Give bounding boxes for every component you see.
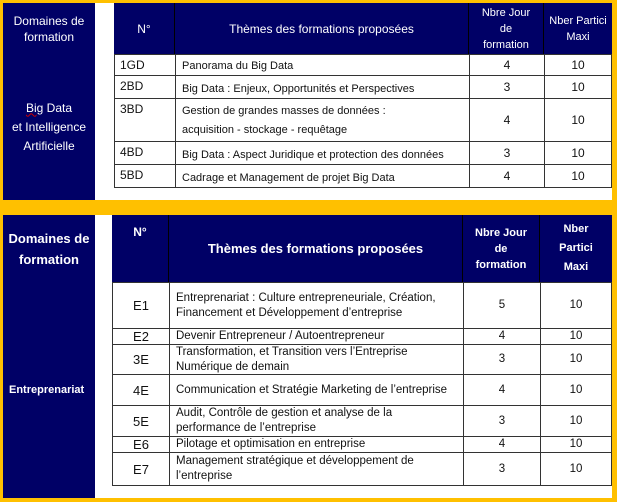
row-days: 4	[463, 436, 541, 453]
row-days: 5	[463, 282, 541, 329]
row-code: 5E	[112, 405, 170, 437]
row-theme-line: acquisition - stockage - requêtage	[182, 123, 348, 136]
row-days: 4	[469, 54, 545, 76]
row-days: 3	[463, 405, 541, 437]
row-theme: Devenir Entrepreneur / Autoentrepreneur	[169, 328, 464, 345]
row-max: 10	[544, 54, 612, 76]
header-days	[463, 215, 540, 282]
row-max: 10	[540, 328, 612, 345]
table-entreprenariat	[3, 215, 612, 498]
header-participants-label: Nber Partici Maxi	[549, 14, 607, 43]
row-code: 1GD	[114, 54, 176, 76]
row-theme: Cadrage et Management de projet Big Data	[175, 164, 470, 188]
spacer-column	[95, 3, 114, 200]
row-days: 3	[469, 75, 545, 99]
header-domain-label: Domaines de formation	[8, 230, 90, 267]
domain-cell	[3, 54, 95, 200]
table-row	[114, 164, 612, 188]
header-participants	[540, 215, 612, 282]
row-code: E6	[112, 436, 170, 453]
row-max: 10	[540, 452, 612, 486]
row-days: 3	[463, 344, 541, 375]
table-row	[112, 452, 612, 486]
table-row	[114, 75, 612, 99]
row-theme: Big Data : Enjeux, Opportunités et Perspectives	[175, 75, 470, 99]
header-themes	[175, 3, 469, 54]
row-code: 2BD	[114, 75, 176, 99]
row-theme: Management stratégique et développement de l’entreprise	[169, 452, 464, 486]
domain-line-2: et Intelligence	[11, 119, 87, 134]
row-code: E7	[112, 452, 170, 486]
header-domain	[3, 215, 95, 282]
header-days-label: Nbre Jour de formation	[481, 6, 531, 51]
row-max: 10	[540, 344, 612, 375]
row-code: E1	[112, 282, 170, 329]
table-row	[112, 328, 612, 345]
header-number-label: N°	[137, 21, 151, 36]
domain-line-1: Big Data	[25, 100, 73, 115]
row-max: 10	[544, 98, 612, 142]
row-code: 3E	[112, 344, 170, 375]
table-row	[114, 54, 612, 76]
row-days: 3	[469, 141, 545, 165]
header-participants	[544, 3, 612, 54]
table-row	[112, 282, 612, 329]
row-days: 4	[469, 98, 545, 142]
row-theme	[175, 98, 470, 142]
table-row	[112, 374, 612, 406]
header-days-label: Nbre Jour de formation	[475, 226, 527, 271]
row-theme: Communication et Stratégie Marketing de l’entreprise	[169, 374, 464, 406]
row-max: 10	[544, 141, 612, 165]
row-days: 3	[463, 452, 541, 486]
row-max: 10	[540, 405, 612, 437]
row-max: 10	[540, 374, 612, 406]
header-domain	[3, 3, 95, 54]
header-themes-label: Thèmes des formations proposées	[207, 240, 424, 256]
table-row	[114, 98, 612, 142]
table-row	[112, 436, 612, 453]
row-max: 10	[540, 282, 612, 329]
header-participants-label: Nber Partici Maxi	[559, 223, 593, 273]
row-days: 4	[463, 328, 541, 345]
row-theme-line: Gestion de grandes masses de données :	[182, 104, 386, 117]
row-code: 5BD	[114, 164, 176, 188]
header-themes	[169, 215, 463, 282]
row-code: E2	[112, 328, 170, 345]
table-row	[112, 344, 612, 375]
table-row	[112, 405, 612, 437]
spacer-column	[95, 215, 112, 498]
row-theme: Entreprenariat : Culture entrepreneuriale, Création, Financement et Développement d’entreprise	[169, 282, 464, 329]
header-themes-label: Thèmes des formations proposées	[229, 21, 414, 36]
row-code: 3BD	[114, 98, 176, 142]
row-code: 4E	[112, 374, 170, 406]
row-theme: Big Data : Aspect Juridique et protection des données	[175, 141, 470, 165]
row-theme: Audit, Contrôle de gestion et analyse de la performance de l’entreprise	[169, 405, 464, 437]
row-theme: Panorama du Big Data	[175, 54, 470, 76]
domain-line-3: Artificielle	[23, 138, 75, 153]
domain-label: Entreprenariat	[9, 384, 85, 396]
row-theme: Pilotage et optimisation en entreprise	[169, 436, 464, 453]
row-max: 10	[544, 164, 612, 188]
header-number	[112, 215, 169, 282]
header-days	[469, 3, 544, 54]
table-row	[114, 141, 612, 165]
header-number-label: N°	[133, 225, 147, 239]
table-big-data	[3, 3, 612, 200]
row-max: 10	[544, 75, 612, 99]
row-days: 4	[463, 374, 541, 406]
row-code: 4BD	[114, 141, 176, 165]
row-days: 4	[469, 164, 545, 188]
header-domain-label: Domaines de formation	[13, 13, 85, 44]
row-theme: Transformation, et Transition vers l’Entreprise Numérique de demain	[169, 344, 464, 375]
domain-cell	[3, 282, 95, 498]
row-max: 10	[540, 436, 612, 453]
header-number	[114, 3, 175, 54]
